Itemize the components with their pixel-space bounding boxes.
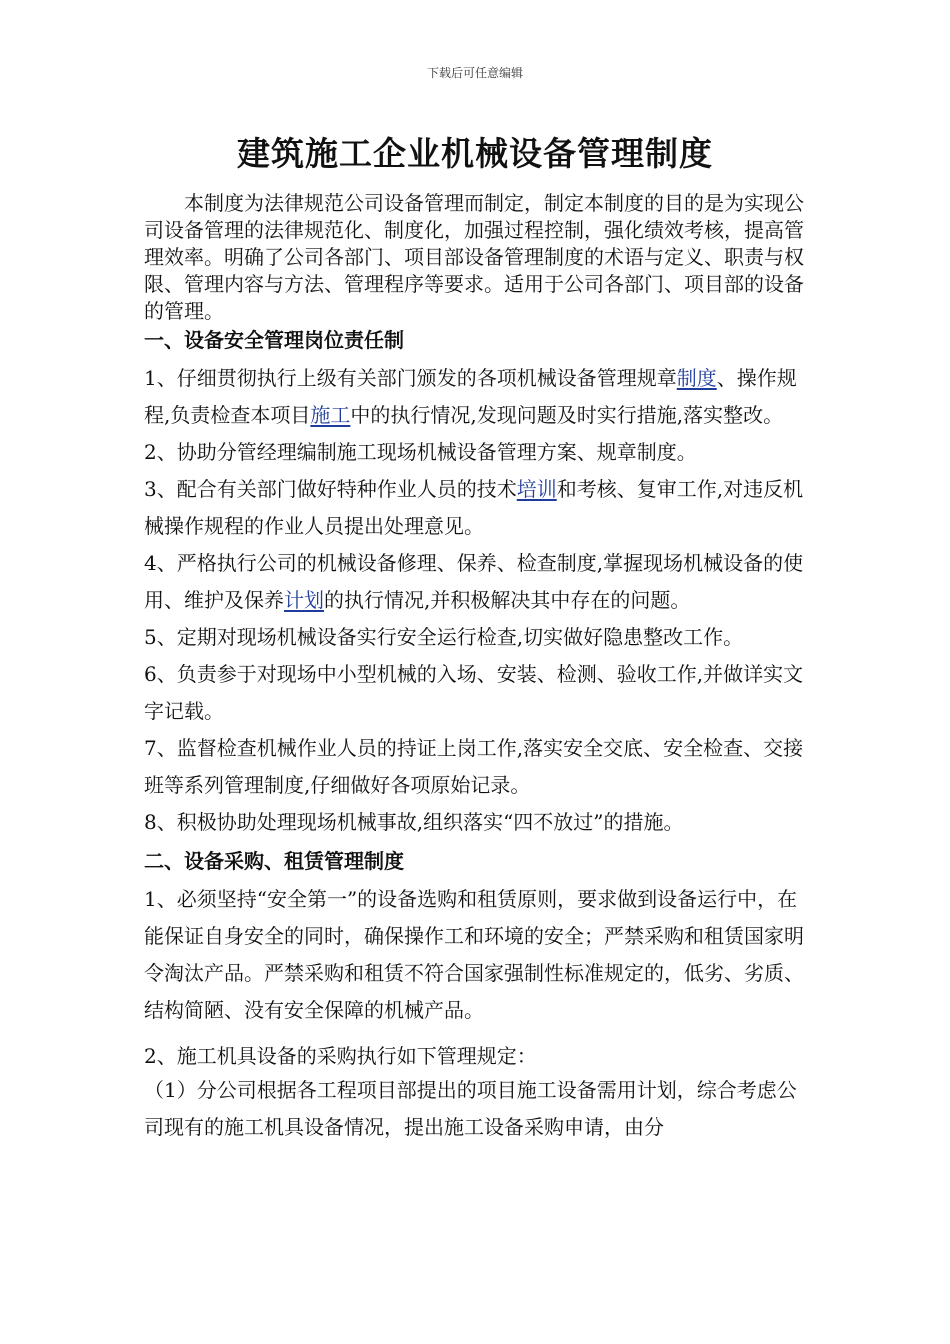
item-text: 、操作规程,负责检查本项目 xyxy=(144,366,797,427)
link-jihua[interactable]: 计划 xyxy=(284,588,324,612)
section-2-heading: 二、设备采购、租赁管理制度 xyxy=(144,849,404,873)
section-1-item-3 xyxy=(144,471,814,545)
item-text: 4、严格执行公司的机械设备修理、保养、检查制度,掌握现场机械设备的使用、维护及保养 xyxy=(144,551,804,612)
link-peixun[interactable]: 培训 xyxy=(516,477,557,501)
section-2-item-2-1: （1）分公司根据各工程项目部提出的项目施工设备需用计划，综合考虑公司现有的施工机具设备情况，提出施工设备采购申请，由分 xyxy=(144,1078,797,1139)
section-2-item-2: 2、施工机具设备的采购执行如下管理规定： xyxy=(144,1044,537,1068)
section-1-item-7: 7、监督检查机械作业人员的持证上岗工作,落实安全交底、安全检查、交接班等系列管理制度,仔细做好各项原始记录。 xyxy=(144,736,804,797)
item-text: 的执行情况,并积极解决其中存在的问题。 xyxy=(324,588,691,612)
item-text: 3、配合有关部门做好特种作业人员的技术 xyxy=(144,477,517,501)
section-1-item-8: 8、积极协助处理现场机械事故,组织落实“四不放过”的措施。 xyxy=(144,810,684,834)
section-1-item-1 xyxy=(144,360,814,434)
section-1-item-2: 2、协助分管经理编制施工现场机械设备管理方案、规章制度。 xyxy=(144,440,697,464)
item-text: 中的执行情况,发现问题及时实行措施,落实整改。 xyxy=(350,403,784,427)
section-1-heading: 一、设备安全管理岗位责任制 xyxy=(144,328,404,352)
link-zhidu[interactable]: 制度 xyxy=(676,366,717,390)
section-1-item-5: 5、定期对现场机械设备实行安全运行检查,切实做好隐患整改工作。 xyxy=(144,625,744,649)
document-body xyxy=(144,190,814,1146)
section-1-item-4 xyxy=(144,545,814,619)
section-2-item-1: 1、必须坚持“安全第一”的设备选购和租赁原则，要求做到设备运行中，在能保证自身安全的同时，确保操作工和环境的安全；严禁采购和租赁国家明令淘汰产品。严禁采购和租赁不符合国家强制性标准规定的，低劣、劣质、结构简陋、没有安全保障的机械产品。 xyxy=(144,887,804,1022)
intro-paragraph: 本制度为法律规范公司设备管理而制定，制定本制度的目的是为实现公司设备管理的法律规范化、制度化，加强过程控制，强化绩效考核，提高管理效率。明确了公司各部门、项目部设备管理制度的术语与定义、职责与权限、管理内容与方法、管理程序等要求。适用于公司各部门、项目部的设备的管理。 xyxy=(144,191,804,323)
header-note: 下载后可任意编辑 xyxy=(426,66,523,80)
section-1-item-6: 6、负责参于对现场中小型机械的入场、安装、检测、验收工作,并做详实文字记载。 xyxy=(144,662,804,723)
document-title: 建筑施工企业机械设备管理制度 xyxy=(237,134,713,173)
item-text: 1、仔细贯彻执行上级有关部门颁发的各项机械设备管理规章 xyxy=(144,366,677,390)
item-text: 和考核、复审工作,对违反机械操作规程的作业人员提出处理意见。 xyxy=(144,477,804,538)
link-shigong[interactable]: 施工 xyxy=(310,403,351,427)
